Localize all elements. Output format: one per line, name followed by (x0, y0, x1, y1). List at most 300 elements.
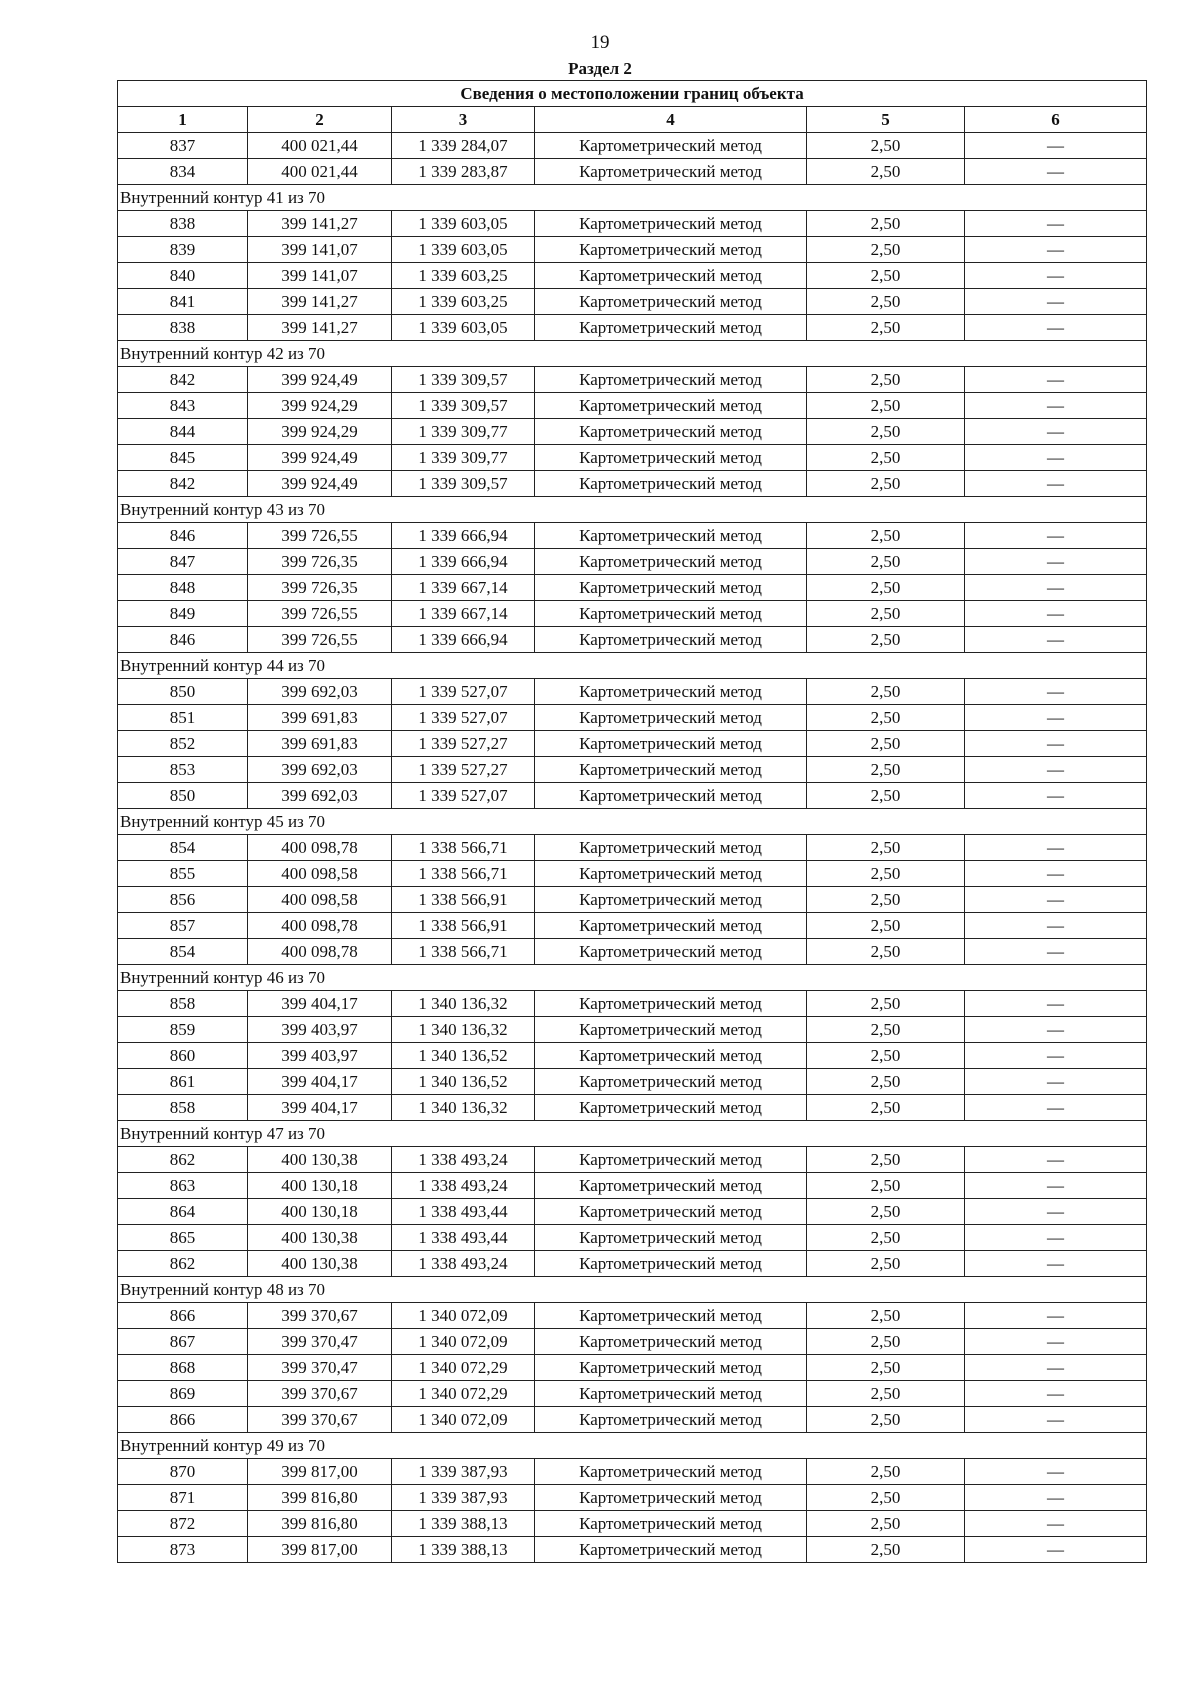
accuracy: 2,50 (807, 1147, 965, 1173)
method: Картометрический метод (535, 991, 807, 1017)
accuracy: 2,50 (807, 549, 965, 575)
table-row (118, 705, 1147, 731)
table-row (118, 315, 1147, 341)
accuracy: 2,50 (807, 1043, 965, 1069)
accuracy: 2,50 (807, 263, 965, 289)
x-coordinate: 399 403,97 (248, 1043, 392, 1069)
table-row (118, 939, 1147, 965)
table-row (118, 419, 1147, 445)
table-row (118, 575, 1147, 601)
x-coordinate: 400 098,58 (248, 861, 392, 887)
point-number: 872 (118, 1511, 248, 1537)
x-coordinate: 400 021,44 (248, 133, 392, 159)
y-coordinate: 1 339 667,14 (392, 601, 535, 627)
y-coordinate: 1 340 072,09 (392, 1407, 535, 1433)
y-coordinate: 1 339 309,57 (392, 471, 535, 497)
y-coordinate: 1 338 566,71 (392, 835, 535, 861)
column-number: 4 (535, 107, 807, 133)
description: — (965, 1329, 1147, 1355)
table-row (118, 1147, 1147, 1173)
accuracy: 2,50 (807, 1303, 965, 1329)
method: Картометрический метод (535, 1251, 807, 1277)
method: Картометрический метод (535, 575, 807, 601)
point-number: 854 (118, 835, 248, 861)
method: Картометрический метод (535, 1355, 807, 1381)
point-number: 842 (118, 471, 248, 497)
accuracy: 2,50 (807, 159, 965, 185)
method: Картометрический метод (535, 471, 807, 497)
method: Картометрический метод (535, 1147, 807, 1173)
point-number: 843 (118, 393, 248, 419)
accuracy: 2,50 (807, 835, 965, 861)
table-row (118, 913, 1147, 939)
x-coordinate: 399 817,00 (248, 1459, 392, 1485)
contour-label: Внутренний контур 41 из 70 (118, 185, 1147, 211)
description: — (965, 471, 1147, 497)
point-number: 846 (118, 523, 248, 549)
accuracy: 2,50 (807, 913, 965, 939)
accuracy: 2,50 (807, 1485, 965, 1511)
description: — (965, 315, 1147, 341)
point-number: 850 (118, 679, 248, 705)
method: Картометрический метод (535, 1303, 807, 1329)
point-number: 842 (118, 367, 248, 393)
method: Картометрический метод (535, 887, 807, 913)
x-coordinate: 399 692,03 (248, 679, 392, 705)
accuracy: 2,50 (807, 393, 965, 419)
column-number: 2 (248, 107, 392, 133)
column-number: 5 (807, 107, 965, 133)
method: Картометрический метод (535, 133, 807, 159)
accuracy: 2,50 (807, 289, 965, 315)
table-row (118, 1329, 1147, 1355)
table-row (118, 1459, 1147, 1485)
y-coordinate: 1 339 527,07 (392, 679, 535, 705)
x-coordinate: 399 692,03 (248, 757, 392, 783)
table-row (118, 211, 1147, 237)
accuracy: 2,50 (807, 575, 965, 601)
description: — (965, 627, 1147, 653)
x-coordinate: 399 924,29 (248, 419, 392, 445)
description: — (965, 393, 1147, 419)
accuracy: 2,50 (807, 783, 965, 809)
accuracy: 2,50 (807, 1225, 965, 1251)
table-row (118, 861, 1147, 887)
point-number: 853 (118, 757, 248, 783)
point-number: 849 (118, 601, 248, 627)
method: Картометрический метод (535, 1199, 807, 1225)
column-number: 1 (118, 107, 248, 133)
x-coordinate: 399 404,17 (248, 1095, 392, 1121)
point-number: 860 (118, 1043, 248, 1069)
description: — (965, 835, 1147, 861)
point-number: 855 (118, 861, 248, 887)
accuracy: 2,50 (807, 1511, 965, 1537)
description: — (965, 1069, 1147, 1095)
description: — (965, 783, 1147, 809)
x-coordinate: 399 726,35 (248, 549, 392, 575)
y-coordinate: 1 340 136,32 (392, 991, 535, 1017)
table-row (118, 1173, 1147, 1199)
point-number: 857 (118, 913, 248, 939)
table-row (118, 1511, 1147, 1537)
contour-header-row (118, 185, 1147, 211)
point-number: 834 (118, 159, 248, 185)
table-row (118, 289, 1147, 315)
y-coordinate: 1 338 493,24 (392, 1251, 535, 1277)
method: Картометрический метод (535, 445, 807, 471)
accuracy: 2,50 (807, 133, 965, 159)
x-coordinate: 399 370,67 (248, 1407, 392, 1433)
accuracy: 2,50 (807, 731, 965, 757)
description: — (965, 1251, 1147, 1277)
table-row (118, 1485, 1147, 1511)
method: Картометрический метод (535, 1381, 807, 1407)
point-number: 844 (118, 419, 248, 445)
method: Картометрический метод (535, 549, 807, 575)
table-row (118, 1251, 1147, 1277)
table-row (118, 237, 1147, 263)
method: Картометрический метод (535, 1069, 807, 1095)
description: — (965, 1381, 1147, 1407)
method: Картометрический метод (535, 393, 807, 419)
table-row (118, 445, 1147, 471)
section-title: Раздел 2 (568, 59, 632, 78)
point-number: 838 (118, 211, 248, 237)
point-number: 859 (118, 1017, 248, 1043)
y-coordinate: 1 339 387,93 (392, 1485, 535, 1511)
y-coordinate: 1 339 527,07 (392, 783, 535, 809)
method: Картометрический метод (535, 1329, 807, 1355)
contour-header-row (118, 809, 1147, 835)
x-coordinate: 399 404,17 (248, 991, 392, 1017)
description: — (965, 1173, 1147, 1199)
accuracy: 2,50 (807, 991, 965, 1017)
accuracy: 2,50 (807, 939, 965, 965)
contour-header-row (118, 341, 1147, 367)
accuracy: 2,50 (807, 1329, 965, 1355)
point-number: 852 (118, 731, 248, 757)
method: Картометрический метод (535, 705, 807, 731)
description: — (965, 575, 1147, 601)
y-coordinate: 1 340 072,09 (392, 1329, 535, 1355)
x-coordinate: 399 924,49 (248, 445, 392, 471)
accuracy: 2,50 (807, 1069, 965, 1095)
accuracy: 2,50 (807, 523, 965, 549)
method: Картометрический метод (535, 263, 807, 289)
accuracy: 2,50 (807, 367, 965, 393)
table-row (118, 393, 1147, 419)
point-number: 864 (118, 1199, 248, 1225)
method: Картометрический метод (535, 627, 807, 653)
y-coordinate: 1 338 566,71 (392, 861, 535, 887)
accuracy: 2,50 (807, 1407, 965, 1433)
accuracy: 2,50 (807, 1199, 965, 1225)
table-row (118, 1381, 1147, 1407)
point-number: 862 (118, 1147, 248, 1173)
x-coordinate: 399 370,47 (248, 1329, 392, 1355)
description: — (965, 419, 1147, 445)
contour-header-row (118, 653, 1147, 679)
accuracy: 2,50 (807, 861, 965, 887)
contour-header-row (118, 1121, 1147, 1147)
method: Картометрический метод (535, 757, 807, 783)
method: Картометрический метод (535, 159, 807, 185)
point-number: 856 (118, 887, 248, 913)
x-coordinate: 399 691,83 (248, 705, 392, 731)
table-row (118, 1095, 1147, 1121)
description: — (965, 1225, 1147, 1251)
x-coordinate: 399 370,67 (248, 1381, 392, 1407)
contour-label: Внутренний контур 48 из 70 (118, 1277, 1147, 1303)
y-coordinate: 1 339 388,13 (392, 1537, 535, 1563)
accuracy: 2,50 (807, 419, 965, 445)
y-coordinate: 1 338 493,24 (392, 1173, 535, 1199)
contour-label: Внутренний контур 45 из 70 (118, 809, 1147, 835)
table-caption-row (118, 81, 1147, 107)
point-number: 838 (118, 315, 248, 341)
accuracy: 2,50 (807, 1095, 965, 1121)
table-row (118, 991, 1147, 1017)
description: — (965, 1355, 1147, 1381)
table-row (118, 1069, 1147, 1095)
x-coordinate: 399 817,00 (248, 1537, 392, 1563)
accuracy: 2,50 (807, 679, 965, 705)
y-coordinate: 1 338 493,44 (392, 1199, 535, 1225)
table-row (118, 1225, 1147, 1251)
method: Картометрический метод (535, 601, 807, 627)
method: Картометрический метод (535, 1537, 807, 1563)
contour-header-row (118, 1433, 1147, 1459)
table-row (118, 679, 1147, 705)
table-body (118, 81, 1147, 1563)
point-number: 873 (118, 1537, 248, 1563)
table-row (118, 731, 1147, 757)
x-coordinate: 400 021,44 (248, 159, 392, 185)
x-coordinate: 399 692,03 (248, 783, 392, 809)
x-coordinate: 400 130,38 (248, 1225, 392, 1251)
y-coordinate: 1 340 136,52 (392, 1069, 535, 1095)
description: — (965, 1303, 1147, 1329)
contour-label: Внутренний контур 46 из 70 (118, 965, 1147, 991)
accuracy: 2,50 (807, 211, 965, 237)
x-coordinate: 400 130,38 (248, 1251, 392, 1277)
y-coordinate: 1 338 493,24 (392, 1147, 535, 1173)
method: Картометрический метод (535, 913, 807, 939)
table-row (118, 887, 1147, 913)
y-coordinate: 1 338 493,44 (392, 1225, 535, 1251)
description: — (965, 159, 1147, 185)
description: — (965, 887, 1147, 913)
table-row (118, 159, 1147, 185)
accuracy: 2,50 (807, 757, 965, 783)
point-number: 837 (118, 133, 248, 159)
y-coordinate: 1 339 309,77 (392, 445, 535, 471)
point-number: 866 (118, 1303, 248, 1329)
table-row (118, 523, 1147, 549)
description: — (965, 991, 1147, 1017)
x-coordinate: 400 098,78 (248, 939, 392, 965)
table-row (118, 1355, 1147, 1381)
description: — (965, 237, 1147, 263)
table-row (118, 601, 1147, 627)
point-number: 854 (118, 939, 248, 965)
description: — (965, 1459, 1147, 1485)
contour-header-row (118, 1277, 1147, 1303)
x-coordinate: 399 691,83 (248, 731, 392, 757)
description: — (965, 1537, 1147, 1563)
method: Картометрический метод (535, 367, 807, 393)
description: — (965, 1511, 1147, 1537)
accuracy: 2,50 (807, 1459, 965, 1485)
table-row (118, 835, 1147, 861)
y-coordinate: 1 339 603,05 (392, 211, 535, 237)
y-coordinate: 1 339 666,94 (392, 627, 535, 653)
point-number: 871 (118, 1485, 248, 1511)
table-caption: Сведения о местоположении границ объекта (118, 81, 1147, 107)
accuracy: 2,50 (807, 887, 965, 913)
y-coordinate: 1 340 136,32 (392, 1017, 535, 1043)
description: — (965, 679, 1147, 705)
y-coordinate: 1 339 388,13 (392, 1511, 535, 1537)
y-coordinate: 1 338 566,91 (392, 887, 535, 913)
method: Картометрический метод (535, 1095, 807, 1121)
x-coordinate: 399 924,29 (248, 393, 392, 419)
table-row (118, 133, 1147, 159)
point-number: 858 (118, 1095, 248, 1121)
point-number: 867 (118, 1329, 248, 1355)
contour-label: Внутренний контур 42 из 70 (118, 341, 1147, 367)
y-coordinate: 1 339 603,25 (392, 263, 535, 289)
accuracy: 2,50 (807, 627, 965, 653)
accuracy: 2,50 (807, 601, 965, 627)
description: — (965, 601, 1147, 627)
description: — (965, 1043, 1147, 1069)
method: Картометрический метод (535, 1485, 807, 1511)
table-row (118, 549, 1147, 575)
point-number: 862 (118, 1251, 248, 1277)
accuracy: 2,50 (807, 1173, 965, 1199)
page-number: 19 (590, 32, 610, 53)
contour-header-row (118, 497, 1147, 523)
description: — (965, 263, 1147, 289)
description: — (965, 523, 1147, 549)
method: Картометрический метод (535, 1459, 807, 1485)
method: Картометрический метод (535, 289, 807, 315)
accuracy: 2,50 (807, 445, 965, 471)
y-coordinate: 1 338 566,91 (392, 913, 535, 939)
column-number-row (118, 107, 1147, 133)
description: — (965, 939, 1147, 965)
y-coordinate: 1 339 666,94 (392, 549, 535, 575)
point-number: 868 (118, 1355, 248, 1381)
y-coordinate: 1 339 527,27 (392, 731, 535, 757)
y-coordinate: 1 339 603,05 (392, 315, 535, 341)
table-row (118, 471, 1147, 497)
x-coordinate: 399 816,80 (248, 1485, 392, 1511)
description: — (965, 367, 1147, 393)
table-row (118, 627, 1147, 653)
description: — (965, 549, 1147, 575)
point-number: 847 (118, 549, 248, 575)
accuracy: 2,50 (807, 1537, 965, 1563)
description: — (965, 861, 1147, 887)
y-coordinate: 1 340 136,32 (392, 1095, 535, 1121)
boundary-table (117, 80, 1147, 1563)
point-number: 851 (118, 705, 248, 731)
y-coordinate: 1 340 072,09 (392, 1303, 535, 1329)
method: Картометрический метод (535, 1043, 807, 1069)
contour-label: Внутренний контур 43 из 70 (118, 497, 1147, 523)
point-number: 858 (118, 991, 248, 1017)
x-coordinate: 399 924,49 (248, 471, 392, 497)
y-coordinate: 1 339 667,14 (392, 575, 535, 601)
x-coordinate: 400 130,38 (248, 1147, 392, 1173)
y-coordinate: 1 340 072,29 (392, 1355, 535, 1381)
y-coordinate: 1 339 603,05 (392, 237, 535, 263)
description: — (965, 731, 1147, 757)
description: — (965, 1147, 1147, 1173)
contour-header-row (118, 965, 1147, 991)
accuracy: 2,50 (807, 1251, 965, 1277)
table-row (118, 783, 1147, 809)
accuracy: 2,50 (807, 1355, 965, 1381)
x-coordinate: 399 726,55 (248, 627, 392, 653)
y-coordinate: 1 339 283,87 (392, 159, 535, 185)
y-coordinate: 1 339 309,57 (392, 367, 535, 393)
point-number: 841 (118, 289, 248, 315)
column-number: 3 (392, 107, 535, 133)
x-coordinate: 400 130,18 (248, 1199, 392, 1225)
point-number: 861 (118, 1069, 248, 1095)
y-coordinate: 1 339 284,07 (392, 133, 535, 159)
method: Картометрический метод (535, 783, 807, 809)
y-coordinate: 1 339 309,57 (392, 393, 535, 419)
method: Картометрический метод (535, 315, 807, 341)
point-number: 869 (118, 1381, 248, 1407)
point-number: 866 (118, 1407, 248, 1433)
table-row (118, 1043, 1147, 1069)
x-coordinate: 399 726,55 (248, 523, 392, 549)
method: Картометрический метод (535, 419, 807, 445)
x-coordinate: 399 404,17 (248, 1069, 392, 1095)
description: — (965, 289, 1147, 315)
x-coordinate: 399 141,27 (248, 289, 392, 315)
method: Картометрический метод (535, 1225, 807, 1251)
description: — (965, 1017, 1147, 1043)
table-row (118, 1017, 1147, 1043)
x-coordinate: 399 141,07 (248, 237, 392, 263)
description: — (965, 705, 1147, 731)
point-number: 863 (118, 1173, 248, 1199)
description: — (965, 1485, 1147, 1511)
y-coordinate: 1 339 603,25 (392, 289, 535, 315)
column-number: 6 (965, 107, 1147, 133)
description: — (965, 211, 1147, 237)
method: Картометрический метод (535, 731, 807, 757)
point-number: 848 (118, 575, 248, 601)
x-coordinate: 399 726,35 (248, 575, 392, 601)
y-coordinate: 1 339 527,07 (392, 705, 535, 731)
point-number: 839 (118, 237, 248, 263)
point-number: 870 (118, 1459, 248, 1485)
accuracy: 2,50 (807, 471, 965, 497)
table-row (118, 367, 1147, 393)
description: — (965, 133, 1147, 159)
method: Картометрический метод (535, 835, 807, 861)
description: — (965, 757, 1147, 783)
x-coordinate: 399 816,80 (248, 1511, 392, 1537)
